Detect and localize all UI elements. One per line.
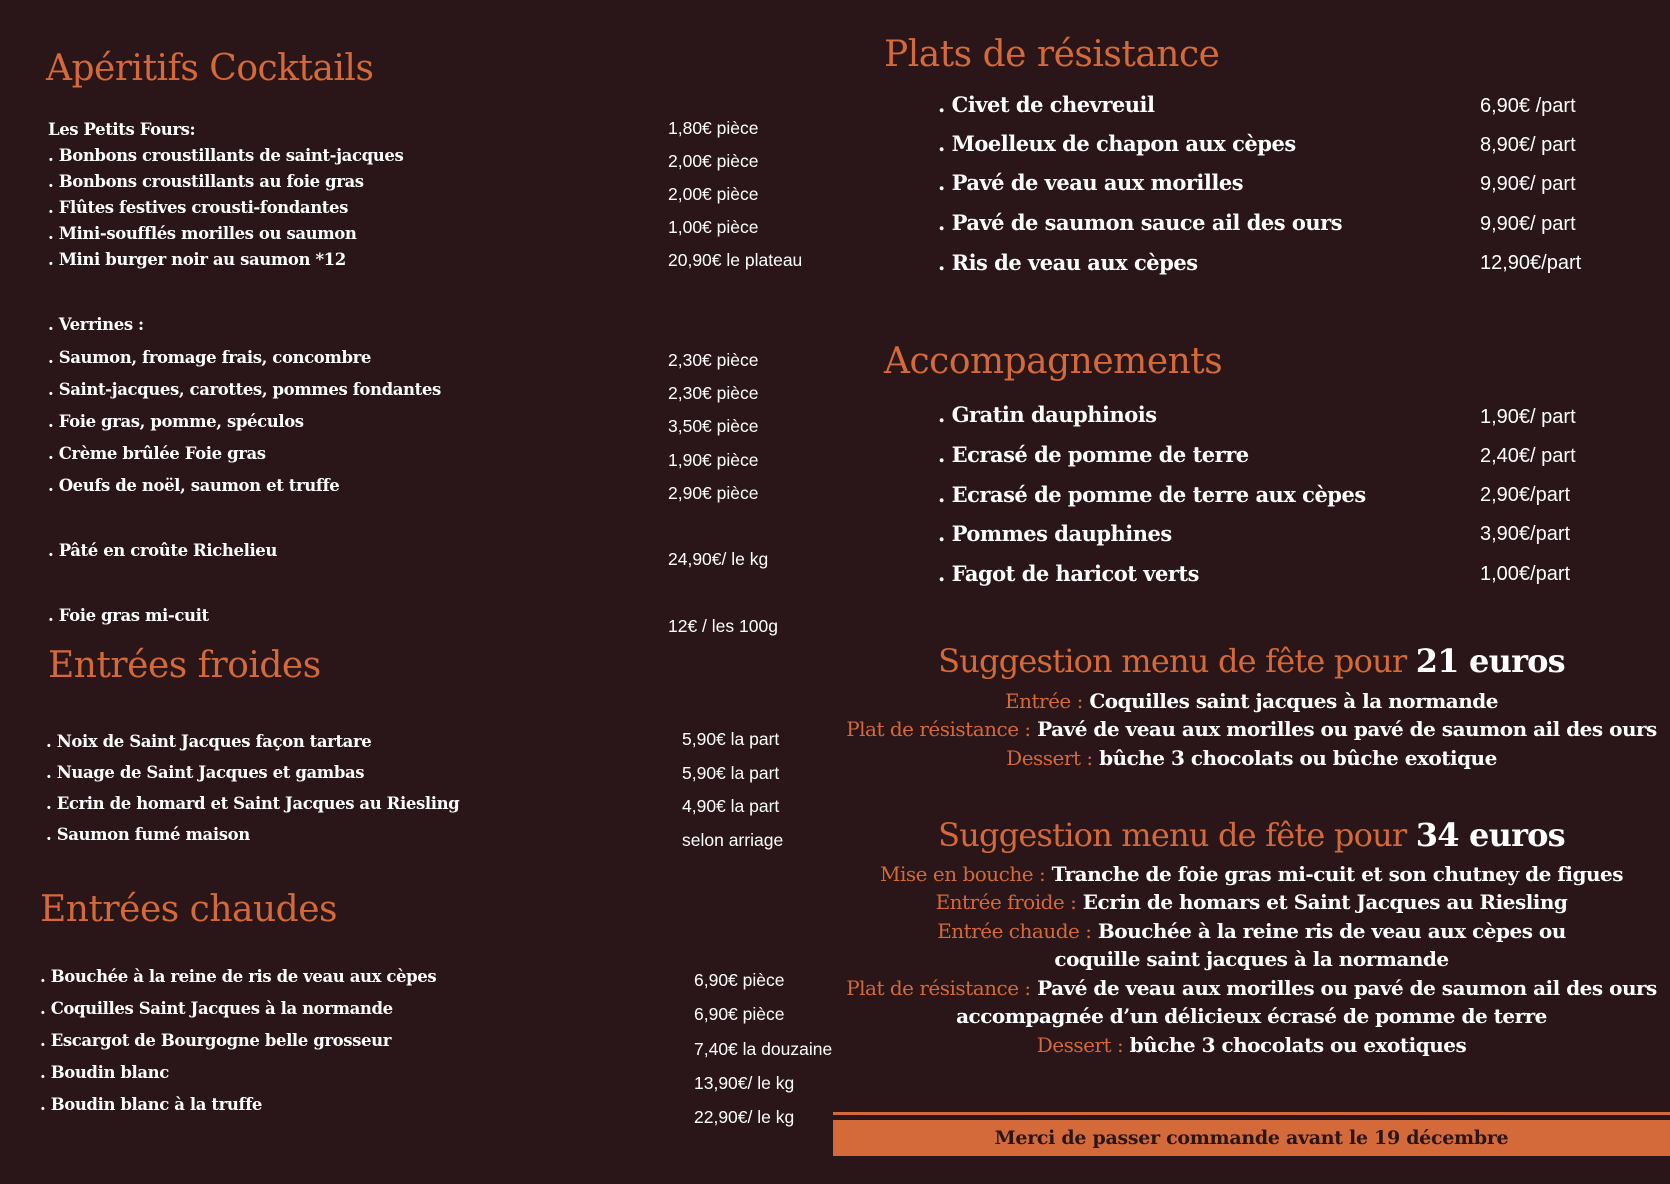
menu-item-price: 22,90€/ le kg [694, 1107, 795, 1127]
menu-item-price: 2,30€ pièce [668, 383, 759, 403]
menu34-line [833, 919, 1670, 943]
menu-item-label: . Crème brûlée Foie gras [48, 444, 266, 463]
menu-item-price: 2,40€/ part [1480, 445, 1576, 467]
menu-item-label: . Pâté en croûte Richelieu [48, 541, 278, 560]
menu-item-price: 6,90€ pièce [694, 1004, 785, 1024]
menu34-line [833, 947, 1670, 971]
menu-item-price: selon arriage [682, 830, 784, 850]
entrees-froides-heading: Entrées froides [48, 645, 321, 686]
menu-item-price: 6,90€ pièce [694, 970, 785, 990]
menu-item-label: . Ecrasé de pomme de terre [938, 442, 1249, 467]
menu-item-label: . Mini-soufflés morilles ou saumon [48, 224, 357, 243]
menu34-title-text: Suggestion menu de fête pour [938, 816, 1407, 854]
accompagnements-heading: Accompagnements [884, 341, 1223, 382]
aperitifs-heading: Apéritifs Cocktails [46, 48, 374, 89]
menu21-line-text: Coquilles saint jacques à la normande [1089, 689, 1498, 713]
menu-item-price: 2,00€ pièce [668, 151, 759, 171]
menu-item-price: 3,50€ pièce [668, 416, 759, 436]
menu-item-label: . Ris de veau aux cèpes [938, 250, 1198, 275]
footer-divider [833, 1112, 1670, 1115]
menu-item-price: 1,90€/ part [1480, 406, 1576, 428]
menu-item-label: . Bouchée à la reine de ris de veau aux cèpes [40, 967, 437, 986]
menu34-line [833, 1033, 1670, 1057]
menu34-title [833, 816, 1670, 854]
menu34-line-label: Plat de résistance : [846, 976, 1031, 1000]
menu21-line-label: Entrée : [1005, 689, 1083, 713]
menu-item-price: 5,90€ la part [682, 729, 780, 749]
menu21-line [833, 746, 1670, 770]
menu-item-label: . Fagot de haricot verts [938, 561, 1199, 586]
menu-item-price: 1,00€ pièce [668, 217, 759, 237]
menu21-line-label: Dessert : [1006, 746, 1093, 770]
menu-item-label: . Saumon, fromage frais, concombre [48, 348, 371, 367]
menu-item-label: . Coquilles Saint Jacques à la normande [40, 999, 393, 1018]
menu-item-price: 13,90€/ le kg [694, 1073, 795, 1093]
menu-item-label: . Boudin blanc à la truffe [40, 1095, 263, 1114]
menu21-amount: 21 euros [1415, 642, 1565, 680]
menu34-line-text: coquille saint jacques à la normande [1054, 947, 1449, 971]
menu21-line-label: Plat de résistance : [846, 717, 1031, 741]
menu-item-label: . Verrines : [48, 315, 144, 334]
menu21-line-text: Pavé de veau aux morilles ou pavé de saumon ail des ours [1037, 717, 1657, 741]
plats-heading: Plats de résistance [884, 34, 1220, 75]
menu-item-price: 24,90€/ le kg [668, 549, 769, 569]
menu-item-label: . Pommes dauphines [938, 521, 1172, 546]
menu-item-label: . Gratin dauphinois [938, 402, 1157, 427]
menu34-line-text: bûche 3 chocolats ou exotiques [1129, 1033, 1467, 1057]
menu34-line-text: accompagnée d’un délicieux écrasé de pomme de terre [956, 1004, 1547, 1028]
menu34-line [833, 976, 1670, 1000]
menu34-line-text: Pavé de veau aux morilles ou pavé de saumon ail des ours [1037, 976, 1657, 1000]
menu-item-price: 3,90€/part [1480, 523, 1571, 545]
menu-item-label: . Ecrin de homard et Saint Jacques au Riesling [46, 794, 460, 813]
menu-item-label: . Pavé de veau aux morilles [938, 170, 1244, 195]
menu21-title [833, 642, 1670, 680]
menu-item-price: 2,90€/part [1480, 484, 1571, 506]
menu-item-label: . Saumon fumé maison [46, 825, 250, 844]
menu34-amount: 34 euros [1415, 816, 1565, 854]
menu34-line-label: Dessert : [1036, 1033, 1124, 1057]
menu34-line-text: Ecrin de homars et Saint Jacques au Riesling [1082, 890, 1568, 914]
menu-item-label: . Mini burger noir au saumon *12 [48, 250, 346, 269]
menu-item-label: . Foie gras mi-cuit [48, 606, 209, 625]
menu-item-label: . Civet de chevreuil [938, 92, 1155, 117]
menu-item-label: . Boudin blanc [40, 1063, 169, 1082]
menu-item-price: 12,90€/part [1480, 252, 1582, 274]
menu-item-price: 2,30€ pièce [668, 350, 759, 370]
menu-item-label: . Moelleux de chapon aux cèpes [938, 131, 1296, 156]
menu-item-label: . Nuage de Saint Jacques et gambas [46, 763, 365, 782]
menu-item-price: 2,00€ pièce [668, 184, 759, 204]
menu-item-price: 8,90€/ part [1480, 134, 1576, 156]
menu34-line-label: Entrée chaude : [937, 919, 1092, 943]
menu21-line [833, 717, 1670, 741]
menu34-line-label: Entrée froide : [935, 890, 1077, 914]
menu21-line [833, 689, 1670, 713]
menu-item-label: Les Petits Fours: [48, 120, 196, 139]
menu-item-label: . Bonbons croustillants au foie gras [48, 172, 364, 191]
menu-item-price: 7,40€ la douzaine [694, 1039, 833, 1059]
menu-item-price: 9,90€/ part [1480, 213, 1576, 235]
menu-item-label: . Saint-jacques, carottes, pommes fondantes [48, 380, 441, 399]
entrees-chaudes-heading: Entrées chaudes [40, 889, 337, 930]
menu-item-price: 4,90€ la part [682, 796, 780, 816]
menu-item-label: . Oeufs de noël, saumon et truffe [48, 476, 340, 495]
menu-item-label: . Escargot de Bourgogne belle grosseur [40, 1031, 392, 1050]
menu-item-label: . Bonbons croustillants de saint-jacques [48, 146, 404, 165]
order-deadline-banner: Merci de passer commande avant le 19 décembre [833, 1120, 1670, 1156]
menu-item-price: 9,90€/ part [1480, 173, 1576, 195]
menu-item-price: 1,90€ pièce [668, 450, 759, 470]
menu34-line [833, 1004, 1670, 1028]
menu-item-label: . Flûtes festives crousti-fondantes [48, 198, 349, 217]
menu34-line-label: Mise en bouche : [880, 862, 1046, 886]
menu-item-price: 2,90€ pièce [668, 483, 759, 503]
menu21-title-text: Suggestion menu de fête pour [938, 642, 1407, 680]
menu34-line-text: Tranche de foie gras mi-cuit et son chutney de figues [1051, 862, 1623, 886]
menu-item-label: . Pavé de saumon sauce ail des ours [938, 210, 1343, 235]
menu-item-price: 12€ / les 100g [668, 616, 778, 636]
menu-item-price: 1,80€ pièce [668, 118, 759, 138]
menu-item-price: 1,00€/part [1480, 563, 1571, 585]
menu-item-price: 20,90€ le plateau [668, 250, 803, 270]
menu-item-label: . Noix de Saint Jacques façon tartare [46, 732, 372, 751]
menu-item-price: 6,90€ /part [1480, 95, 1576, 117]
menu21-line-text: bûche 3 chocolats ou bûche exotique [1099, 746, 1497, 770]
menu-item-label: . Foie gras, pomme, spéculos [48, 412, 304, 431]
menu34-line [833, 890, 1670, 914]
menu34-line-text: Bouchée à la reine ris de veau aux cèpes ou [1097, 919, 1566, 943]
menu34-line [833, 862, 1670, 886]
menu-item-price: 5,90€ la part [682, 763, 780, 783]
menu-item-label: . Ecrasé de pomme de terre aux cèpes [938, 482, 1366, 507]
